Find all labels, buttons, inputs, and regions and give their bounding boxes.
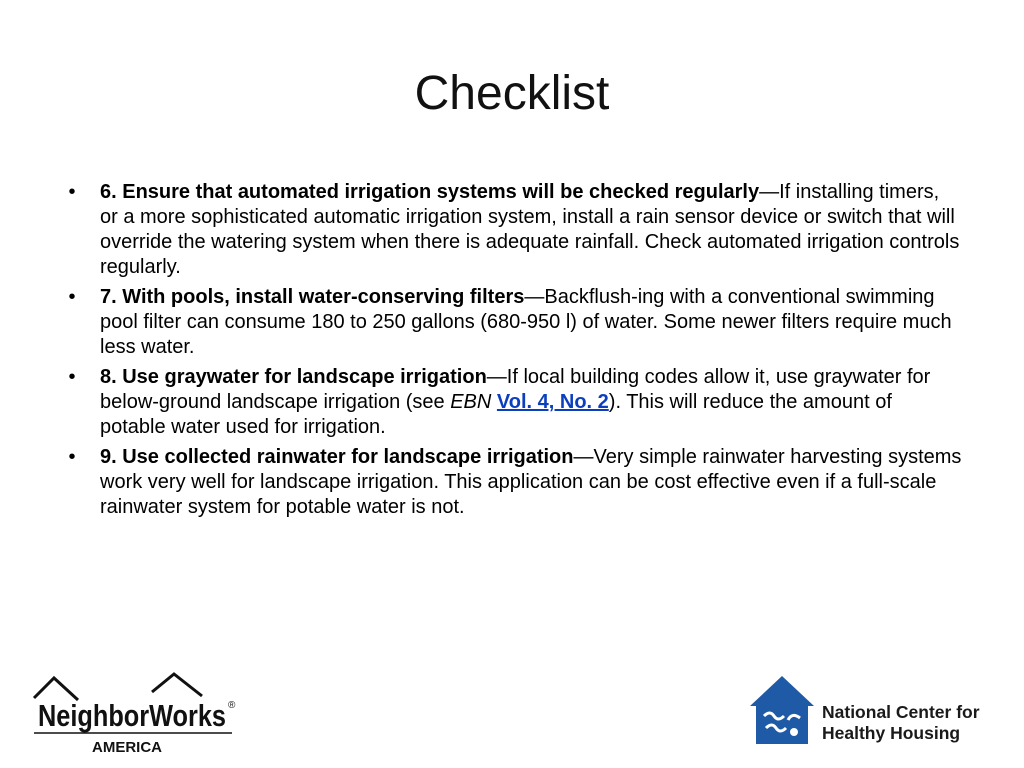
item-heading: 7. With pools, install water-conserving filters (100, 286, 525, 308)
item-body: —If local building codes allow it, use graywater for below-ground landscape irrigation (see (100, 366, 931, 413)
item-heading: 8. Use graywater for landscape irrigation (100, 366, 487, 388)
item-heading: 6. Ensure that automated irrigation systems will be checked regularly (100, 181, 760, 203)
nchh-line1: National Center for (822, 702, 980, 722)
registered-mark: ® (228, 700, 236, 711)
item-body: —If installing timers, or a more sophisticated automatic irrigation system, install a rain sensor device or switch that will override the watering system when there is adequate rainfall. Check automated irrigation controls regularly. (100, 181, 960, 278)
nchh-name (822, 702, 1002, 744)
item-body: —Backflush-ing with a conventional swimming pool filter can consume 180 to 250 gallons (680-950 l) of water. Some newer filters require much less water. (100, 286, 952, 358)
bullet: • (68, 446, 76, 468)
neighborworks-name: NeighborWorks (38, 698, 226, 733)
house-icon (748, 672, 818, 746)
list-item (62, 285, 962, 360)
bullet: • (68, 286, 76, 308)
neighborworks-sub: AMERICA (92, 739, 162, 756)
bullet: • (68, 366, 76, 388)
list-item (62, 365, 962, 440)
vol-link[interactable]: Vol. 4, No. 2 (496, 391, 609, 413)
checklist (62, 180, 962, 525)
list-item (62, 180, 962, 280)
bullet: • (68, 181, 76, 203)
neighborworks-roof-icon (32, 670, 242, 760)
item-body-end: ). This will reduce the amount of potable water used for irrigation. (100, 391, 892, 438)
nchh-line2: Healthy Housing (822, 723, 961, 743)
nchh-logo (748, 672, 1004, 750)
slide-title: Checklist (414, 67, 610, 120)
ebn-italic: EBN (450, 391, 492, 413)
item-body: —Very simple rainwater harvesting systems work very well for landscape irrigation. This application can be cost effective even if a full-scale rainwater system for potable water is not. (100, 446, 962, 518)
item-heading: 9. Use collected rainwater for landscape irrigation (100, 446, 574, 468)
neighborworks-logo (32, 670, 242, 760)
list-item (62, 445, 962, 520)
